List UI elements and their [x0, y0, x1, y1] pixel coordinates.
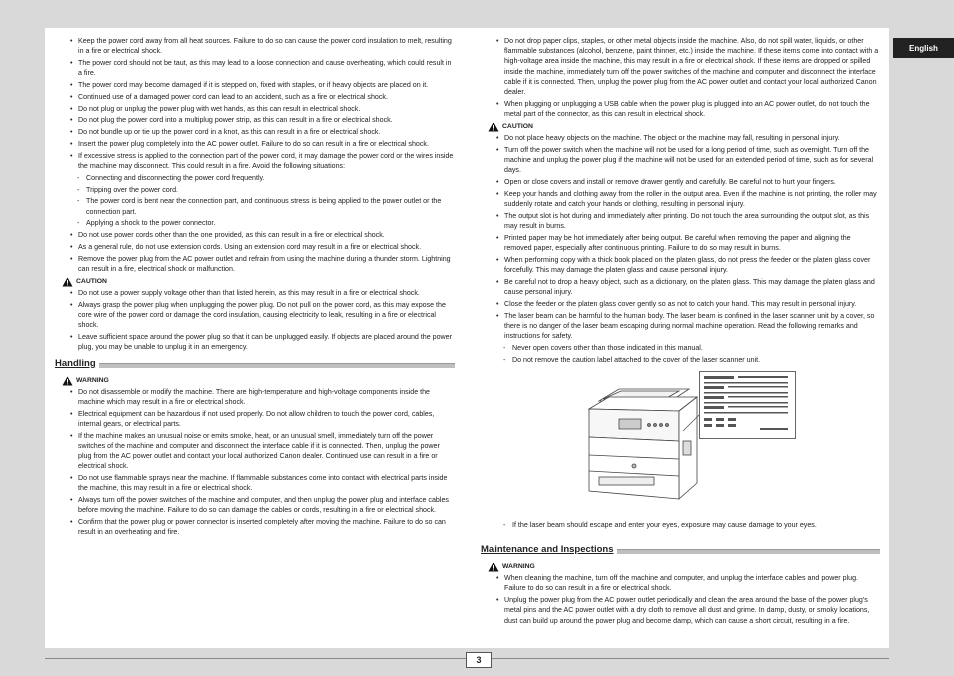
sub-item: - Connecting and disconnecting the power cord frequently.: [58, 173, 455, 183]
list-item: • Electrical equipment can be hazardous if not used properly. Do not allow children to touch the power cord, cables, internal gears, or electrical parts.: [58, 409, 455, 429]
sub-item: - Tripping over the power cord.: [58, 185, 455, 195]
list-item: • Continued use of a damaged power cord can lead to an accident, such as a fire or electrical shock.: [58, 92, 455, 102]
list-item: • Close the feeder or the platen glass cover gently so as not to catch your hand. This may result in personal injury.: [484, 299, 880, 309]
list-item: • Insert the power plug completely into the AC power outlet. Failure to do so can result in a fire or electrical shock.: [58, 139, 455, 149]
list-item: • Always turn off the power switches of the machine and computer, and then unplug the power plug and interface cables before moving the machine. Failure to do so can damage the cables or cords, resulting in a fire or electrical shock.: [58, 495, 455, 515]
list-item: • Remove the power plug from the AC power outlet and refrain from using the machine during a thunder storm. Lightning can result in a fire, electrical shock or malfunction.: [58, 254, 455, 274]
warning-triangle-icon: [488, 122, 499, 132]
laser-escape-list: [484, 520, 880, 530]
sub-item: - If the laser beam should escape and enter your eyes, exposure may cause damage to your eyes.: [484, 520, 880, 530]
printer-illustration: [579, 371, 759, 516]
sub-item: - Do not remove the caution label attached to the cover of the laser scanner unit.: [484, 355, 880, 365]
list-item: • Do not bundle up or tie up the power cord in a knot, as this can result in a fire or electrical shock.: [58, 127, 455, 137]
list-item: • Do not use power cords other than the one provided, as this can result in a fire or electrical shock.: [58, 230, 455, 240]
warning-label: WARNING: [76, 376, 109, 384]
list-item: • When plugging or unplugging a USB cable when the power plug is plugged into an AC power outlet, do not touch the metal part of the connector, as this can result in electrical shock.: [484, 99, 880, 119]
warning-triangle-icon: [488, 562, 499, 572]
warning-heading: [484, 562, 880, 572]
list-item: • The power cord may become damaged if it is stepped on, fixed with staples, or if heavy objects are placed on it.: [58, 80, 455, 90]
list-item: • Unplug the power plug from the AC power outlet periodically and clean the area around the base of the power plug's metal pins and the AC power outlet with a dry cloth to remove all dust and grime. In damp, dusty, or smoky locations, dust can build up around the power plug and become damp, which can cause a short circuit, resulting in a fire.: [484, 595, 880, 626]
list-item: • Do not place heavy objects on the machine. The object or the machine may fall, resulting in personal injury.: [484, 133, 880, 143]
list-item: • The output slot is hot during and immediately after printing. Do not touch the area surrounding the output slot, as this may result in burns.: [484, 211, 880, 231]
left-column: [55, 36, 455, 539]
list-item: • Leave sufficient space around the power plug so that it can be unplugged easily. If objects are placed around the power plug, you may be unable to unplug it in an emergency.: [58, 332, 455, 352]
caution-list: [484, 133, 880, 365]
list-item: • The laser beam can be harmful to the human body. The laser beam is confined in the laser scanner unit by a cover, so there is no danger of the laser beam escaping during normal machine operation. Read the following remarks and instructions for safety.: [484, 311, 880, 342]
list-item: • Turn off the power switch when the machine will not be used for a long period of time, such as overnight. Turn off the machine and unplug the power plug if the machine will not be used for an extended period of time, such as for several days.: [484, 145, 880, 176]
caution-label: CAUTION: [76, 278, 107, 286]
list-item: • If the machine makes an unusual noise or emits smoke, heat, or an unusual smell, immediately turn off the power switches of the machine and computer and disconnect the interface cable if it is connected. Then, unplug the power plug from the AC power outlet and contact your local authorized Canon dealer. Continued use can result in a fire or electrical shock.: [58, 431, 455, 472]
list-item: • Always grasp the power plug when unplugging the power plug. Do not pull on the power cord, as this may expose the core wire of the power cord or damage the cord insulation, causing electricity to leak, resulting in a fire or electrical shock.: [58, 300, 455, 331]
handling-title: Handling: [55, 358, 99, 369]
warning-label: WARNING: [502, 563, 535, 571]
section-bar: [55, 363, 455, 368]
list-item: • Printed paper may be hot immediately after being output. Be careful when removing the paper and aligning the removed paper, especially after continuous printing. Failure to do so may result in burns.: [484, 233, 880, 253]
handling-section-header: [55, 357, 455, 370]
maintenance-title: Maintenance and Inspections: [481, 544, 617, 555]
language-tab: English: [893, 38, 954, 58]
warning-heading: [58, 376, 455, 386]
list-item: • Do not plug or unplug the power plug with wet hands, as this can result in electrical shock.: [58, 104, 455, 114]
list-item: • Do not use flammable sprays near the machine. If flammable substances come into contact with electrical parts inside the machine, this may result in a fire or electrical shock.: [58, 473, 455, 493]
metal-objects-list: [484, 36, 880, 119]
list-item: • If excessive stress is applied to the connection part of the power cord, it may damage the power cord or the wires inside the machine may disconnect. This could result in a fire. Avoid the following situations:: [58, 151, 455, 171]
caution-list: [58, 288, 455, 352]
list-item: • The power cord should not be taut, as this may lead to a loose connection and cause overheating, which could result in a fire.: [58, 58, 455, 78]
handling-list: [58, 387, 455, 538]
right-column: [481, 36, 880, 627]
maintenance-list: [484, 573, 880, 626]
list-item: • When performing copy with a thick book placed on the platen glass, do not press the feeder or the platen glass cover forcefully. This may damage the platen glass and cause personal injury.: [484, 255, 880, 275]
list-item: • Do not use a power supply voltage other than that listed herein, as this may result in a fire or electrical shock.: [58, 288, 455, 298]
list-item: • Do not disassemble or modify the machine. There are high-temperature and high-voltage components inside the machine which may result in a fire or electrical shock.: [58, 387, 455, 407]
sub-item: - Applying a shock to the power connector.: [58, 218, 455, 228]
list-item: • Do not drop paper clips, staples, or other metal objects inside the machine. Also, do not spill water, liquids, or other flammable substances (alcohol, benzene, paint thinner, etc.) inside the machine. If these items come into contact with a high-voltage area inside the machine, this may result in a fire or electrical shock. If these items are dropped or spilled inside the machine, immediately turn off the power switches of the machine and computer and disconnect the interface cable if it is connected. Then, unplug the power plug from the AC power outlet and contact your local authorized Canon dealer.: [484, 36, 880, 97]
caution-heading: [58, 277, 455, 287]
caution-label: CAUTION: [502, 123, 533, 131]
list-item: • When cleaning the machine, turn off the machine and computer, and unplug the interface cables and power plug. Failure to do so can result in a fire or electrical shock.: [484, 573, 880, 593]
label-text-lines: [700, 372, 795, 438]
list-item: • Keep the power cord away from all heat sources. Failure to do so can cause the power cord insulation to melt, resulting in a fire or electrical shock.: [58, 36, 455, 56]
sub-item: - The power cord is bent near the connection part, and continuous stress is being applied to the power outlet or the connection part.: [58, 196, 455, 216]
list-item: • Do not plug the power cord into a multiplug power strip, as this can result in a fire or electrical shock.: [58, 115, 455, 125]
caution-heading: [484, 122, 880, 132]
power-cord-list: [58, 36, 455, 274]
list-item: • Be careful not to drop a heavy object, such as a dictionary, on the platen glass. This may damage the platen glass and cause personal injury.: [484, 277, 880, 297]
caution-label-sticker: [699, 371, 796, 439]
warning-triangle-icon: [62, 277, 73, 287]
warning-triangle-icon: [62, 376, 73, 386]
maintenance-section-header: [481, 544, 880, 556]
list-item: • Confirm that the power plug or power connector is inserted completely after moving the machine. Failure to do so can result in an overheating and fire.: [58, 517, 455, 537]
list-item: • As a general rule, do not use extension cords. Using an extension cord may result in a fire or electrical shock.: [58, 242, 455, 252]
sub-item: - Never open covers other than those indicated in this manual.: [484, 343, 880, 353]
list-item: • Keep your hands and clothing away from the roller in the output area. Even if the machine is not printing, the roller may suddenly rotate and catch your hands or clothing, resulting in personal injury.: [484, 189, 880, 209]
list-item: • Open or close covers and install or remove drawer gently and carefully. Be careful not to hurt your fingers.: [484, 177, 880, 187]
page-number: 3: [466, 652, 492, 668]
